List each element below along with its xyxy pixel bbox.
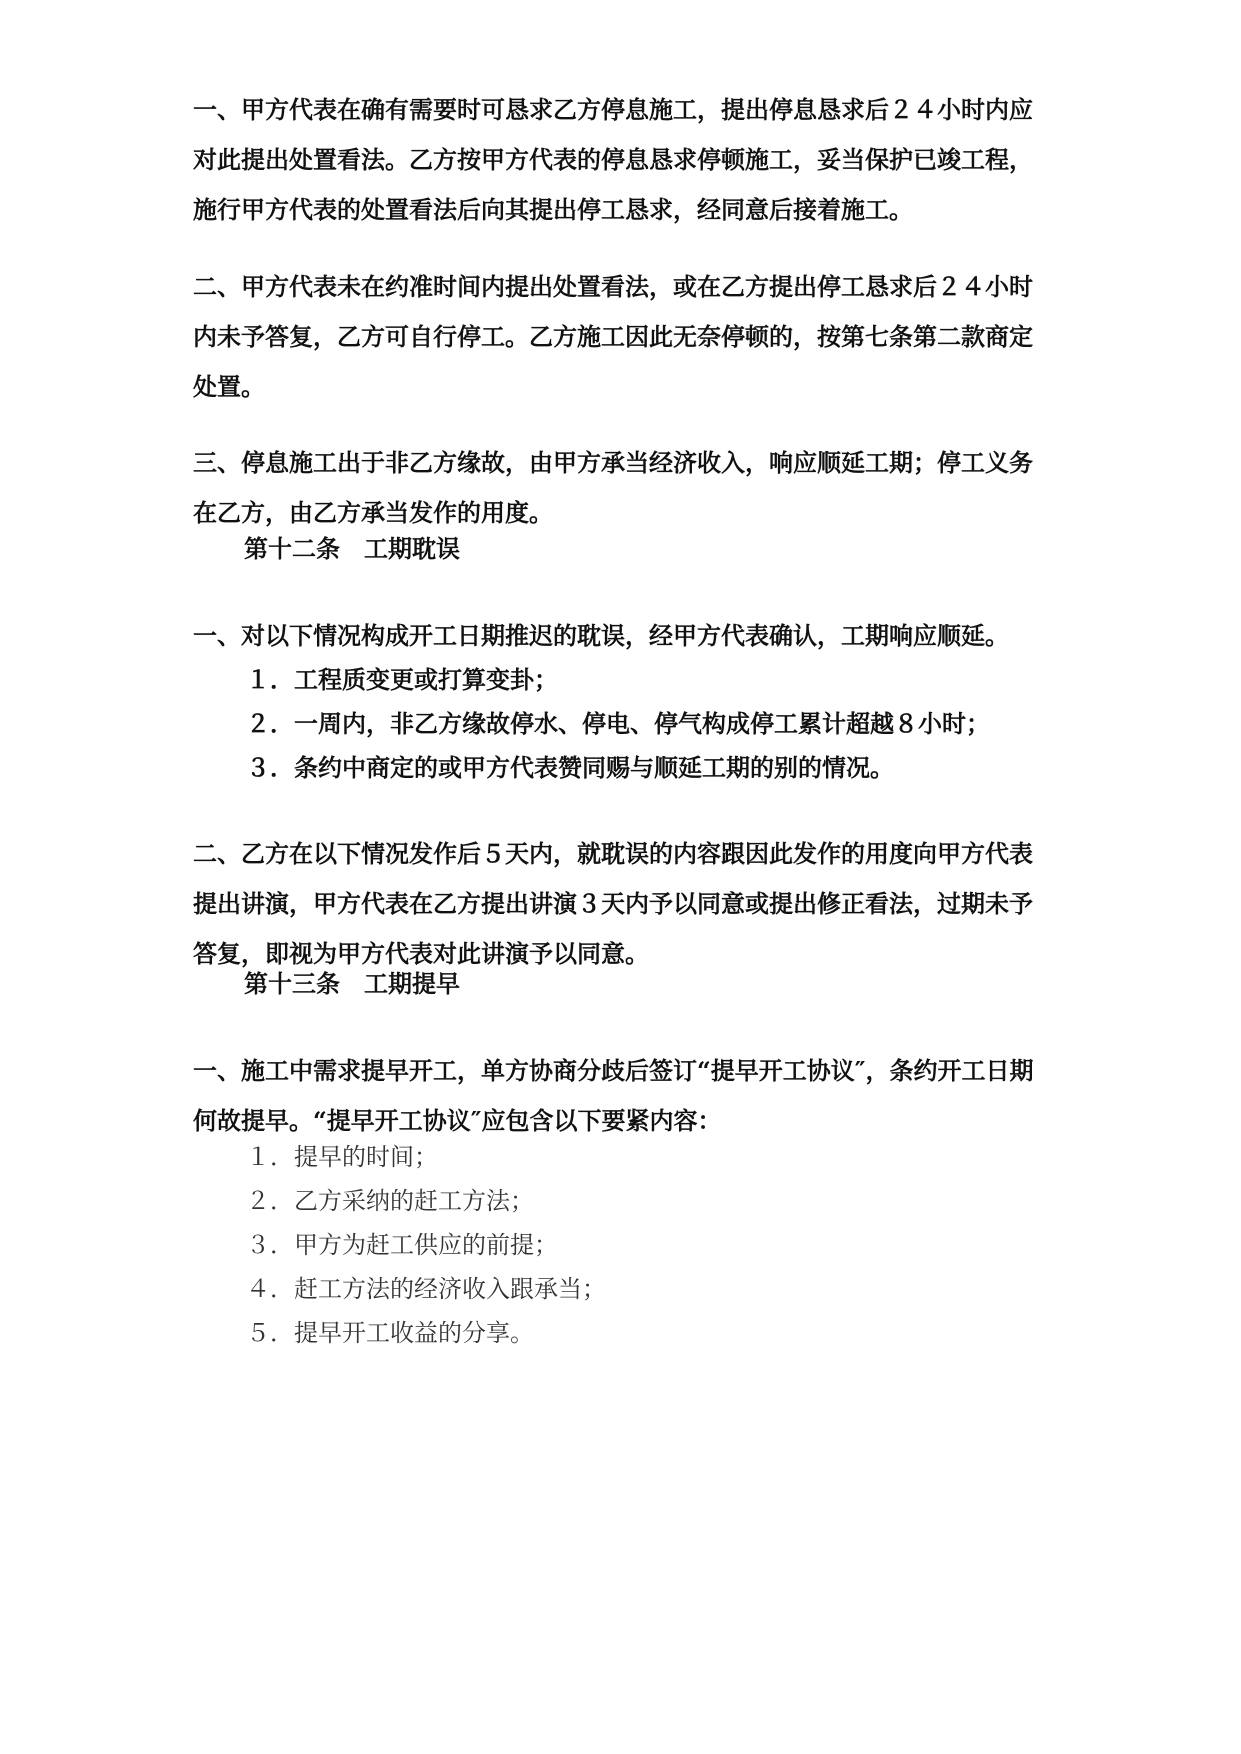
list-item-early-2: ２．乙方采纳的赶工方法； <box>246 1187 534 1215</box>
article-12-heading: 第十二条 工期耽误 <box>244 534 460 563</box>
list-item-delay-1: １．工程质变更或打算变卦； <box>246 665 558 694</box>
paragraph-delay-conditions: 一、对以下情况构成开工日期推迟的耽误，经甲方代表确认，工期响应顺延。 <box>193 621 1009 650</box>
list-item-delay-2: ２．一周内，非乙方缘故停水、停电、停气构成停工累计超越８小时； <box>246 709 990 738</box>
paragraph-suspension-cost: 三、停息施工出于非乙方缘故，由甲方承当经济收入，响应顺延工期；停工义务在乙方，由乙方承当发作的用度。 <box>193 448 1033 527</box>
paragraph-suspension-no-reply: 二、甲方代表未在约准时间内提出处置看法，或在乙方提出停工恳求后２４小时内未予答复，乙方可自行停工。乙方施工因此无奈停顿的，按第七条第二款商定处置。 <box>193 272 1033 401</box>
paragraph-early-completion: 一、施工中需求提早开工，单方协商分歧后签订“提早开工协议″，条约开工日期何故提早。“提早开工协议″应包含以下要紧内容： <box>193 1056 1034 1135</box>
list-item-early-1: １．提早的时间； <box>246 1143 438 1171</box>
paragraph-suspension-request: 一、甲方代表在确有需要时可恳求乙方停息施工，提出停息恳求后２４小时内应对此提出处置看法。乙方按甲方代表的停息恳求停顿施工，妥当保护已竣工程，施行甲方代表的处置看法后向其提出停工恳求，经同意后接着施工。 <box>193 95 1033 224</box>
paragraph-delay-report: 二、乙方在以下情况发作后５天内，就耽误的内容跟因此发作的用度向甲方代表提出讲演，甲方代表在乙方提出讲演３天内予以同意或提出修正看法，过期未予答复，即视为甲方代表对此讲演予以同意。 <box>193 839 1033 968</box>
list-item-early-5: ５．提早开工收益的分享。 <box>246 1319 534 1347</box>
list-item-early-4: ４．赶工方法的经济收入跟承当； <box>246 1275 606 1303</box>
article-13-heading: 第十三条 工期提早 <box>244 969 460 998</box>
list-item-early-3: ３．甲方为赶工供应的前提； <box>246 1231 558 1259</box>
list-item-delay-3: ３．条约中商定的或甲方代表赞同赐与顺延工期的别的情况。 <box>246 753 894 782</box>
